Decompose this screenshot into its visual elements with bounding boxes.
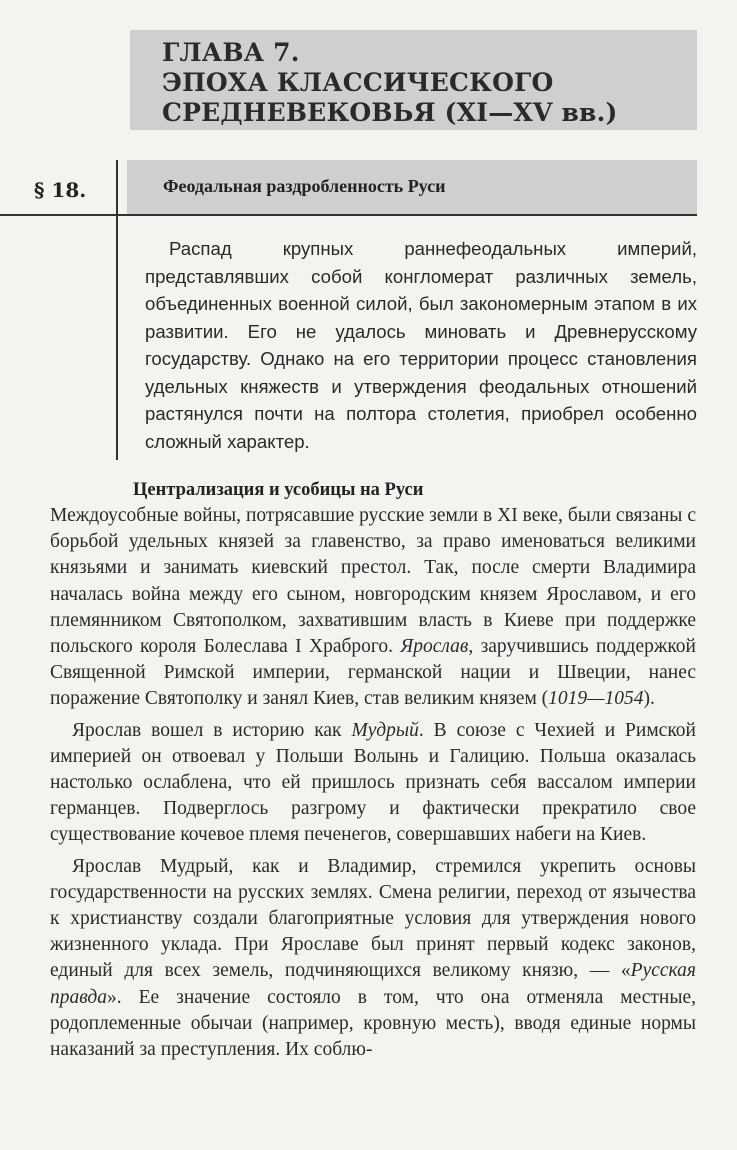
p1-text-c: ). [643, 688, 655, 710]
p1-text-a: Междоусобные войны, потрясавшие русские земли в XI веке, были связаны с борьбой удельных князей за главенство, за право именоваться великими князьями и занимать киевский престол. Так, после смерти Владимира началась война между его сыном, новгородским князем Ярославом, и его племянником Святополком, захватившим власть в Киеве при поддержке польского короля Болеслава I Храброго. [50, 505, 696, 658]
chapter-title-line-3: СРЕДНЕВЕКОВЬЯ (XI—XV вв.) [162, 98, 618, 127]
p2-text-b: . В союзе с Чехией и Римской империей он отвоевал у Польши Волынь и Галицию. Польша оказалась настолько ослаблена, что ей пришлось признать себя вассалом империи германцев. Подверглось разгрому и фактически прекратило свое существование кочевое племя печенегов, совершавших набеги на Киев. [50, 719, 696, 846]
p3-text-a: Ярослав Мудрый, как и Владимир, стремился укрепить основы государственности на русских землях. Смена религии, переход от язычества к христианству создали благоприятные условия для утверждения нового жизненного уклада. При Ярославе был принят первый кодекс законов, единый для всех земель, подчиняющихся великому князю, — « [50, 855, 696, 982]
paragraph-1 [50, 503, 696, 713]
chapter-header [130, 30, 697, 130]
section-number: § 18. [34, 178, 87, 202]
vertical-divider [116, 160, 118, 460]
horizontal-divider [0, 214, 697, 216]
subheading: Централизация и усобицы на Руси [133, 480, 424, 500]
section-title-box [127, 160, 697, 214]
p1-years: 1019—1054 [548, 688, 644, 710]
p2-text-a: Ярослав вошел в историю как [72, 719, 352, 741]
p1-yaroslav: Ярослав [400, 636, 469, 658]
p1-text-b: , заручившись поддержкой Священной Римской империи, германской нации и Швеции, нанес поражение Святополку и занял Киев, став великим князем ( [50, 636, 696, 710]
intro-paragraph: Распад крупных раннефеодальных империй, представлявших собой конгломерат различных земель, объединенных военной силой, был закономерным этапом в их развитии. Его не удалось миновать и Древнерусскому государству. Однако на его территории процесс становления удельных княжеств и утверждения феодальных отношений растянулся почти на полтора столетия, приобрел особенно сложный характер. [145, 238, 697, 452]
p2-mudry: Мудрый [351, 719, 419, 741]
chapter-title [162, 38, 618, 128]
chapter-title-line-2: ЭПОХА КЛАССИЧЕСКОГО [162, 68, 554, 97]
paragraph-3 [50, 854, 696, 1064]
section-header [0, 160, 697, 214]
p3-pravda: Русская правда [50, 960, 696, 1008]
p3-text-b: ». Ее значение состояло в том, что она отменяла местные, родоплеменные обычаи (например, кровную месть), вводя единые нормы наказаний за преступления. Их соблю- [50, 986, 696, 1061]
section-title: Феодальная раздробленность Руси [163, 176, 446, 196]
paragraph-2 [50, 718, 696, 849]
chapter-title-line-1: ГЛАВА 7. [162, 38, 300, 67]
body-text [50, 503, 696, 1068]
